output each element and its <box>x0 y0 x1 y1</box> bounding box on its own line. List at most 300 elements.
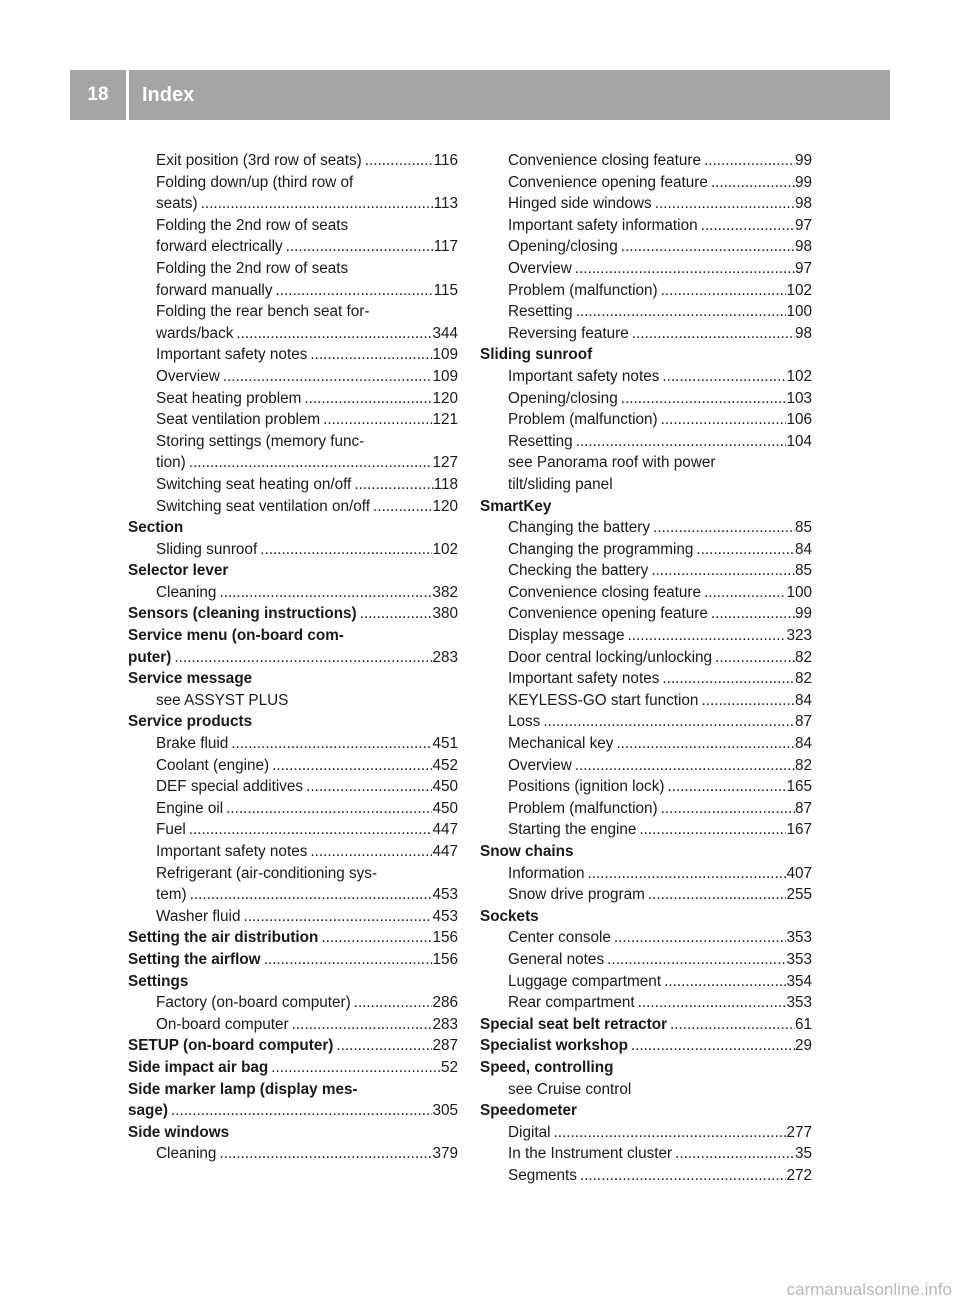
page-number: 18 <box>87 84 109 105</box>
index-entry <box>480 150 812 172</box>
index-entry <box>480 215 812 237</box>
index-entry-text: In the Instrument cluster <box>508 1145 673 1163</box>
header-divider <box>126 70 129 120</box>
dot-leader <box>307 841 432 863</box>
dot-leader <box>693 539 795 561</box>
index-heading-line <box>128 971 458 993</box>
index-entry-text: Mechanical key <box>508 735 614 753</box>
index-entry-text: Convenience closing feature <box>508 583 702 601</box>
dot-leader <box>613 733 795 755</box>
dot-leader <box>333 1035 432 1057</box>
page-ref: 450 <box>432 778 458 796</box>
index-entry <box>128 841 458 863</box>
index-entry <box>480 193 812 215</box>
index-heading: Speed, controlling <box>480 1058 614 1076</box>
index-entry <box>480 992 812 1014</box>
index-entry <box>480 1165 812 1187</box>
dot-leader <box>648 560 795 582</box>
page-ref: 382 <box>432 583 458 601</box>
page-ref: 85 <box>794 519 812 537</box>
dot-leader <box>672 1143 795 1165</box>
index-entry <box>128 992 458 1014</box>
page-ref: 82 <box>794 670 812 688</box>
index-entry-text: Refrigerant (air-conditioning sys- <box>156 864 378 882</box>
page-ref: 353 <box>786 929 812 947</box>
dot-leader <box>198 193 434 215</box>
index-entry <box>128 323 458 345</box>
dot-leader <box>708 603 795 625</box>
dot-leader <box>186 452 433 474</box>
index-entry-text: Convenience opening feature <box>508 173 708 191</box>
index-entry-text: Luggage compartment <box>508 972 662 990</box>
index-heading: SETUP (on-board computer) <box>128 1037 334 1055</box>
page-ref: 99 <box>794 173 812 191</box>
index-heading-line <box>128 711 458 733</box>
index-continuation-line <box>128 431 458 453</box>
index-entry-text: Important safety information <box>508 216 698 234</box>
index-entry-text: Problem (malfunction) <box>508 799 658 817</box>
index-entry <box>480 668 812 690</box>
page-ref: 113 <box>433 195 458 213</box>
index-entry-text: Opening/closing <box>508 238 618 256</box>
page-ref: 120 <box>432 389 458 407</box>
dot-leader <box>611 927 787 949</box>
index-heading: Side windows <box>128 1123 230 1141</box>
page-ref: 120 <box>432 497 458 515</box>
index-entry-text: Starting the engine <box>508 821 637 839</box>
page-ref: 87 <box>794 799 812 817</box>
page-ref: 84 <box>794 540 812 558</box>
index-heading: Speedometer <box>480 1102 577 1120</box>
dot-leader <box>283 236 434 258</box>
page-ref: 453 <box>432 907 458 925</box>
page-ref: 353 <box>786 950 812 968</box>
index-entry-text: Storing settings (memory func- <box>156 432 365 450</box>
dot-leader <box>628 1035 795 1057</box>
index-heading-line <box>128 668 458 690</box>
page-ref: 380 <box>432 605 458 623</box>
dot-leader <box>187 884 433 906</box>
index-entry <box>480 560 812 582</box>
dot-leader <box>261 949 433 971</box>
index-entry-text: seats) <box>156 195 198 213</box>
index-entry <box>480 366 812 388</box>
index-entry <box>480 733 812 755</box>
dot-leader <box>658 798 795 820</box>
page-ref: 287 <box>432 1037 458 1055</box>
page-ref: 115 <box>433 281 458 299</box>
page-ref: 98 <box>794 238 812 256</box>
page-ref: 82 <box>794 756 812 774</box>
index-heading: Selector lever <box>128 562 229 580</box>
index-entry <box>128 1100 458 1122</box>
page-ref: 167 <box>786 821 812 839</box>
page-ref: 118 <box>433 475 458 493</box>
index-heading-line <box>480 906 812 928</box>
index-heading: sage) <box>128 1102 168 1120</box>
index-continuation-line <box>128 301 458 323</box>
index-heading: SmartKey <box>480 497 552 515</box>
dot-leader <box>186 819 433 841</box>
page-ref: 102 <box>786 367 812 385</box>
page-ref: 305 <box>432 1102 458 1120</box>
dot-leader <box>272 280 433 302</box>
page-ref: 99 <box>794 605 812 623</box>
page-ref: 109 <box>432 346 458 364</box>
dot-leader <box>652 193 795 215</box>
index-entry <box>480 819 812 841</box>
page-ref: 353 <box>786 994 812 1012</box>
index-heading: puter) <box>128 648 172 666</box>
dot-leader <box>269 755 432 777</box>
index-entry <box>480 517 812 539</box>
index-entry <box>480 258 812 280</box>
dot-leader <box>701 582 786 604</box>
page-ref: 286 <box>432 994 458 1012</box>
dot-leader <box>307 344 432 366</box>
dot-leader <box>572 755 795 777</box>
index-entry-text: Overview <box>508 756 572 774</box>
page-ref: 272 <box>786 1166 812 1184</box>
dot-leader <box>171 647 432 669</box>
dot-leader <box>667 1014 795 1036</box>
page-ref: 99 <box>794 152 812 169</box>
page-ref: 283 <box>432 648 458 666</box>
index-entry <box>128 603 458 625</box>
index-entry-text: Brake fluid <box>156 735 229 753</box>
dot-leader <box>618 236 795 258</box>
index-continuation-line <box>128 690 458 712</box>
index-entry-text: Hinged side windows <box>508 195 652 213</box>
page-ref: 156 <box>432 929 458 947</box>
index-entry-text: Seat heating problem <box>156 389 302 407</box>
index-entry-text: KEYLESS-GO start function <box>508 691 699 709</box>
index-entry <box>128 539 458 561</box>
index-entry <box>128 366 458 388</box>
index-entry <box>128 927 458 949</box>
page-ref: 447 <box>432 843 458 860</box>
index-entry-text: Important safety notes <box>508 367 660 385</box>
dot-leader <box>577 1165 787 1187</box>
index-entry-text: Engine oil <box>156 799 224 817</box>
index-entry-text: Display message <box>508 627 625 645</box>
index-continuation-line <box>480 1079 812 1101</box>
index-entry-text: Information <box>508 864 585 882</box>
index-entry <box>480 798 812 820</box>
index-heading-line <box>480 1057 812 1079</box>
index-heading: Specialist workshop <box>480 1037 628 1055</box>
dot-leader <box>659 668 795 690</box>
index-entry <box>128 388 458 410</box>
index-entry-text: Positions (ignition lock) <box>508 778 665 796</box>
dot-leader <box>357 603 433 625</box>
page-ref: 97 <box>794 259 812 277</box>
index-entry <box>480 409 812 431</box>
index-heading-line <box>480 841 812 863</box>
index-heading-line <box>480 1100 812 1122</box>
index-entry <box>128 582 458 604</box>
index-entry <box>480 1035 812 1057</box>
dot-leader <box>624 625 786 647</box>
index-continuation-line <box>128 258 458 280</box>
index-entry <box>128 1057 458 1079</box>
dot-leader <box>664 776 786 798</box>
index-entry-text: Loss <box>508 713 541 731</box>
index-entry <box>128 1035 458 1057</box>
index-entry <box>480 603 812 625</box>
index-entry-text: Convenience closing feature <box>508 152 702 169</box>
page-ref: 102 <box>786 281 812 299</box>
index-heading-line <box>128 560 458 582</box>
page-ref: 323 <box>786 627 812 645</box>
index-entry <box>480 776 812 798</box>
dot-leader <box>604 949 786 971</box>
dot-leader <box>659 366 786 388</box>
dot-leader <box>301 388 432 410</box>
index-entry-text: Folding the 2nd row of seats <box>156 216 349 234</box>
index-entry-text: Overview <box>156 367 220 385</box>
index-continuation-line <box>480 452 812 474</box>
dot-leader <box>362 150 434 172</box>
dot-leader <box>636 819 786 841</box>
index-entry <box>480 863 812 885</box>
index-entry <box>128 949 458 971</box>
index-entry-text: Problem (malfunction) <box>508 281 658 299</box>
dot-leader <box>573 431 787 453</box>
index-entry <box>128 236 458 258</box>
index-entry-text: Factory (on-board computer) <box>156 994 351 1012</box>
index-heading-line <box>480 496 812 518</box>
page-ref: 255 <box>786 886 812 904</box>
index-entry <box>480 1143 812 1165</box>
index-heading: Sensors (cleaning instructions) <box>128 605 357 623</box>
index-heading-line <box>128 625 458 647</box>
index-entry <box>128 776 458 798</box>
page-ref: 354 <box>786 972 812 990</box>
index-entry-text: Folding the 2nd row of seats <box>156 259 349 277</box>
index-entry-text: Segments <box>508 1166 577 1184</box>
index-heading: Side impact air bag <box>128 1058 269 1076</box>
dot-leader <box>698 215 795 237</box>
dot-leader <box>701 150 795 172</box>
index-entry-text: Reversing feature <box>508 324 629 342</box>
index-entry-text: Convenience opening feature <box>508 605 708 623</box>
index-entry-text: Digital <box>508 1123 551 1141</box>
page-ref: 127 <box>432 454 458 472</box>
index-entry-text: Snow drive program <box>508 886 645 904</box>
index-entry-text: Sliding sunroof <box>156 540 258 558</box>
index-entry-text: forward manually <box>156 281 273 299</box>
index-continuation-line <box>480 474 812 496</box>
index-entry <box>128 344 458 366</box>
dot-leader <box>303 776 432 798</box>
index-entry-text: Important safety notes <box>508 670 660 688</box>
page-ref: 100 <box>786 303 812 321</box>
page-ref: 109 <box>432 367 458 385</box>
index-entry-text: Checking the battery <box>508 562 649 580</box>
dot-leader <box>268 1057 441 1079</box>
dot-leader <box>708 172 795 194</box>
page-ref: 104 <box>786 432 812 450</box>
dot-leader <box>572 258 795 280</box>
page-ref: 52 <box>440 1058 458 1076</box>
index-continuation-line <box>128 863 458 885</box>
dot-leader <box>540 711 795 733</box>
dot-leader <box>168 1100 433 1122</box>
index-heading-line <box>128 517 458 539</box>
index-heading: Settings <box>128 972 189 990</box>
page-ref: 450 <box>432 799 458 817</box>
page-ref: 451 <box>432 735 458 753</box>
index-entry-text: Problem (malfunction) <box>508 411 658 429</box>
index-entry-text: forward electrically <box>156 238 283 256</box>
index-heading: Setting the airflow <box>128 950 261 968</box>
index-entry-text: Important safety notes <box>156 346 308 364</box>
index-entry-text: tion) <box>156 454 186 472</box>
index-heading: Service message <box>128 670 253 688</box>
dot-leader <box>351 474 433 496</box>
page-ref: 84 <box>794 691 812 709</box>
dot-leader <box>318 927 432 949</box>
index-entry-text: Switching seat ventilation on/off <box>156 497 371 515</box>
page-ref: 97 <box>794 216 812 234</box>
page-ref: 84 <box>794 735 812 753</box>
index-entry <box>480 539 812 561</box>
index-heading: Service menu (on-board com- <box>128 627 344 645</box>
index-entry-text: Resetting <box>508 432 573 450</box>
dot-leader <box>712 647 795 669</box>
dot-leader <box>585 863 787 885</box>
index-entry <box>128 280 458 302</box>
index-entry-text: Folding the rear bench seat for- <box>156 303 370 321</box>
index-entry-text: Cleaning <box>156 583 217 601</box>
index-heading-line <box>128 1079 458 1101</box>
index-entry <box>480 625 812 647</box>
index-entry <box>480 431 812 453</box>
dot-leader <box>618 388 787 410</box>
index-entry-text: see Panorama roof with power <box>508 454 716 472</box>
index-entry <box>128 496 458 518</box>
index-entry <box>128 819 458 841</box>
index-entry <box>128 1143 458 1165</box>
index-entry <box>480 1014 812 1036</box>
index-continuation-line <box>128 172 458 194</box>
index-heading: Side marker lamp (display mes- <box>128 1080 358 1098</box>
page-ref: 117 <box>433 238 458 256</box>
dot-leader <box>661 971 786 993</box>
index-heading: Service products <box>128 713 253 731</box>
index-entry <box>480 647 812 669</box>
index-entry-text: Changing the programming <box>508 540 694 558</box>
dot-leader <box>233 323 432 345</box>
index-entry-text: Changing the battery <box>508 519 651 537</box>
watermark: carmanualsonline.info <box>786 1280 952 1299</box>
index-entry <box>480 280 812 302</box>
index-entry-text: see ASSYST PLUS <box>156 691 289 709</box>
page-ref: 100 <box>786 583 812 601</box>
dot-leader <box>257 539 432 561</box>
index-entry <box>480 1122 812 1144</box>
index-entry-text: Exit position (3rd row of seats) <box>156 152 362 169</box>
index-entry-text: tem) <box>156 886 187 904</box>
page-ref: 344 <box>432 324 458 342</box>
page-ref: 407 <box>786 864 812 882</box>
index-entry-text: Folding down/up (third row of <box>156 173 354 191</box>
index-continuation-line <box>128 215 458 237</box>
page-ref: 61 <box>794 1015 812 1033</box>
index-entry <box>128 884 458 906</box>
dot-leader <box>635 992 787 1014</box>
index-entry <box>480 927 812 949</box>
index-entry <box>128 755 458 777</box>
page-ref: 121 <box>432 411 458 429</box>
index-entry <box>128 906 458 928</box>
dot-leader <box>289 1014 433 1036</box>
page-ref: 165 <box>786 778 812 796</box>
index-heading-line <box>128 1122 458 1144</box>
dot-leader <box>645 884 787 906</box>
index-entry-text: Important safety notes <box>156 843 308 860</box>
dot-leader <box>650 517 795 539</box>
index-entry <box>480 388 812 410</box>
index-entry <box>128 647 458 669</box>
dot-leader <box>223 798 432 820</box>
page-ref: 283 <box>432 1015 458 1033</box>
page-ref: 102 <box>432 540 458 558</box>
index-entry <box>128 150 458 172</box>
section-title: Index <box>142 84 195 106</box>
page-ref: 103 <box>786 389 812 407</box>
index-entry <box>128 798 458 820</box>
index-entry <box>480 971 812 993</box>
index-entry-text: Overview <box>508 259 572 277</box>
dot-leader <box>658 280 787 302</box>
index-entry <box>128 193 458 215</box>
index-entry-text: On-board computer <box>156 1015 289 1033</box>
index-entry <box>480 172 812 194</box>
index-entry-text: Resetting <box>508 303 573 321</box>
index-entry-text: Seat ventilation problem <box>156 411 321 429</box>
page-header <box>70 70 890 120</box>
dot-leader <box>629 323 795 345</box>
dot-leader <box>320 409 432 431</box>
dot-leader <box>658 409 787 431</box>
page-ref: 98 <box>794 324 812 342</box>
index-entry-text: General notes <box>508 950 605 968</box>
index-column-right <box>480 150 812 1187</box>
index-heading: Sockets <box>480 907 539 925</box>
index-entry <box>128 409 458 431</box>
dot-leader <box>573 301 787 323</box>
index-heading: Sliding sunroof <box>480 346 593 364</box>
page-ref: 379 <box>432 1145 458 1163</box>
page-ref: 106 <box>786 411 812 429</box>
page-ref: 29 <box>794 1037 812 1055</box>
index-entry-text: Washer fluid <box>156 907 241 925</box>
index-entry-text: see Cruise control <box>508 1080 632 1098</box>
index-entry-text: Center console <box>508 929 611 947</box>
page-ref: 85 <box>794 562 812 580</box>
dot-leader <box>216 582 432 604</box>
index-heading-line <box>480 344 812 366</box>
index-entry <box>480 755 812 777</box>
index-entry <box>480 323 812 345</box>
page-ref: 447 <box>432 821 458 839</box>
index-entry-text: Door central locking/unlocking <box>508 648 713 666</box>
index-entry-text: wards/back <box>156 324 234 342</box>
index-entry <box>128 733 458 755</box>
index-column-left <box>128 150 458 1165</box>
